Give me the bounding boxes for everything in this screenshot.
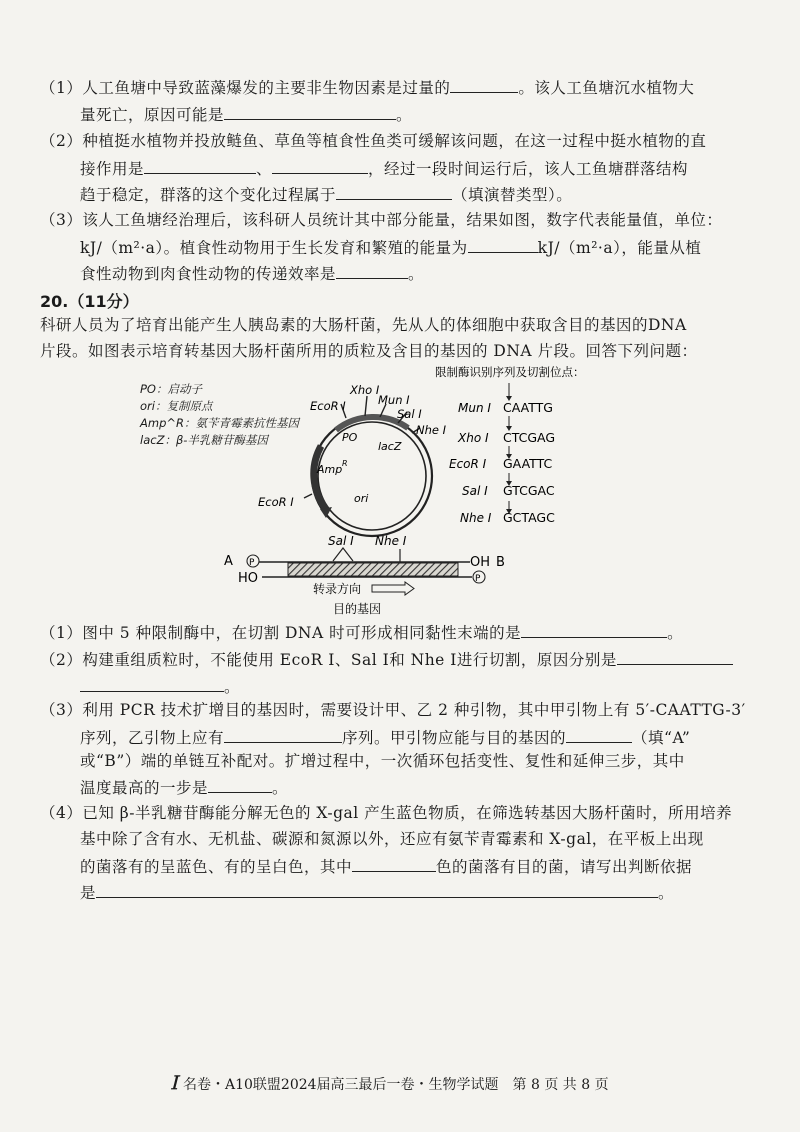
- q19-part3-line2: kJ/（m²·a）。植食性动物用于生长发育和繁殖的能量为 kJ/（m²·a），能量从植: [80, 236, 701, 258]
- direction-arrow-icon: [372, 582, 414, 595]
- plasmid-ring-inner: [318, 422, 426, 530]
- answer-blank: [208, 776, 272, 793]
- fragment-oh: OH: [470, 555, 491, 570]
- fragment-end-b: B: [496, 555, 505, 570]
- legend-po: PO：启动子: [140, 382, 202, 396]
- q20-sub2-line1: （2）构建重组质粒时，不能使用 EcoR Ⅰ、Sal Ⅰ和 Nhe Ⅰ进行切割，原因分别是: [40, 648, 733, 670]
- q20-sub4-line4: 是 。: [80, 881, 674, 903]
- q20-intro-line2: 片段。如图表示培育转基因大肠杆菌所用的质粒及含目的基因的 DNA 片段。回答下列问题：: [40, 342, 698, 360]
- fragment-end-a: A: [224, 554, 233, 569]
- label-amp: Amp: [317, 463, 343, 476]
- legend-amp: Amp^R：氨苄青霉素抗性基因: [140, 416, 299, 430]
- answer-blank: [96, 881, 658, 898]
- legend-ori: ori：复制原点: [140, 399, 213, 413]
- enzyme-name-nhe: Nhe Ⅰ: [460, 511, 492, 525]
- phosphate-right-label: P: [475, 574, 481, 584]
- answer-blank: [80, 675, 224, 692]
- fragment-caption: 目的基因: [333, 602, 382, 616]
- label-sal: Sal Ⅰ: [397, 407, 422, 421]
- label-nhe: Nhe Ⅰ: [416, 423, 447, 437]
- answer-blank: [224, 726, 342, 743]
- q19-part1-line1: （1）人工鱼塘中导致蓝藻爆发的主要非生物因素是过量的 。该人工鱼塘沉水植物大: [40, 76, 694, 98]
- q19-part2-line1: （2）种植挺水植物并投放鲢鱼、草鱼等植食性鱼类可缓解该问题，在这一过程中挺水植物的直: [40, 132, 707, 150]
- label-ecor-top: EcoR Ⅰ: [310, 399, 346, 413]
- label-mun: Mun Ⅰ: [378, 393, 410, 407]
- ecor-left-tick: [304, 494, 312, 498]
- legend-lacz: lacZ：β-半乳糖苷酶基因: [140, 433, 268, 447]
- q20-sub4-line3: 的菌落有的呈蓝色、有的呈白色，其中 色的菌落有目的菌，请写出判断依据: [80, 855, 692, 877]
- q20-sub4-line2: 基中除了含有水、无机盐、碳源和氮源以外，还应有氨苄青霉素和 X-gal，在平板上出现: [80, 830, 704, 848]
- enzyme-title: 限制酶识别序列及切割位点：: [435, 365, 585, 379]
- brand-mark: Ｉ: [165, 1073, 183, 1094]
- q20-sub3-line3: 或“B”）端的单链互补配对。扩增过程中，一次循环包括变性、复性和延伸三步，其中: [80, 752, 685, 770]
- plasmid-ring-outer: [312, 416, 432, 536]
- enzyme-seq-xho: CTCGAG: [503, 430, 556, 445]
- answer-blank: [521, 621, 667, 638]
- q20-sub3-line4: 温度最高的一步是 。: [80, 776, 288, 798]
- page-footer: [165, 1069, 609, 1095]
- xho-tick: [365, 396, 367, 416]
- q19-part3-line1: （3）该人工鱼塘经治理后，该科研人员统计其中部分能量，结果如图，数字代表能量值，单位：: [40, 211, 723, 229]
- phosphate-left-label: P: [249, 558, 255, 568]
- enzyme-name-xho: Xho Ⅰ: [458, 431, 489, 445]
- label-amp-sup: R: [342, 459, 348, 468]
- label-lacz: lacZ: [378, 440, 402, 453]
- q20-sub3-line2: 序列，乙引物上应有 序列。甲引物应能与目的基因的 （填“A”: [80, 726, 690, 748]
- q19-part1-line2: 量死亡，原因可能是 。: [80, 103, 412, 125]
- q20-intro-line1: 科研人员为了培育出能产生人胰岛素的大肠杆菌，先从人的体细胞中获取含目的基因的DNA: [40, 316, 687, 334]
- label-ori: ori: [354, 492, 369, 505]
- label-ecor-left: EcoR Ⅰ: [258, 495, 294, 509]
- enzyme-name-ecor: EcoR Ⅰ: [449, 457, 487, 471]
- enzyme-seq-nhe: GCTAGC: [503, 510, 555, 525]
- enzyme-name-mun: Mun Ⅰ: [458, 401, 491, 415]
- q19-part3-line3: 食性动物到肉食性动物的传递效率是 。: [80, 262, 424, 284]
- q20-sub3-line1: （3）利用 PCR 技术扩增目的基因时，需要设计甲、乙 2 种引物，其中甲引物上有 5′-CAATTG-3′: [40, 701, 746, 719]
- enzyme-seq-ecor: GAATTC: [503, 456, 553, 471]
- fragment-ho: HO: [238, 571, 259, 586]
- q19-part2-line3: 趋于稳定，群落的这个变化过程属于 （填演替类型）。: [80, 183, 572, 205]
- q20-sub2-line2: 。: [80, 675, 240, 697]
- enzyme-seq-sal: GTCGAC: [503, 483, 555, 498]
- sal-site-marker: [333, 548, 353, 561]
- q19-part2-line2: 接作用是 、 ，经过一段时间运行后，该人工鱼塘群落结构: [80, 157, 688, 179]
- label-xho: Xho Ⅰ: [350, 383, 380, 397]
- target-gene-box: [288, 563, 458, 576]
- enzyme-name-sal: Sal Ⅰ: [462, 484, 488, 498]
- transcription-direction: 转录方向: [313, 582, 362, 596]
- answer-blank: [617, 648, 733, 665]
- fragment-nhe-label: Nhe Ⅰ: [375, 534, 407, 548]
- answer-blank: [352, 855, 436, 872]
- enzyme-seq-mun: CAATTG: [503, 400, 553, 415]
- q20-header: 20.（11分）: [40, 292, 139, 311]
- footer-text: 名卷・A10联盟2024届高三最后一卷・生物学试题 第 8 页 共 8 页: [183, 1077, 609, 1093]
- q20-sub1: （1）图中 5 种限制酶中，在切割 DNA 时可形成相同黏性末端的是 。: [40, 621, 683, 643]
- answer-blank: [566, 726, 632, 743]
- fragment-sal-label: Sal Ⅰ: [328, 534, 354, 548]
- label-po: PO: [342, 431, 358, 444]
- q20-sub4-line1: （4）已知 β-半乳糖苷酶能分解无色的 X-gal 产生蓝色物质，在筛选转基因大肠杆菌时，所用培养: [40, 804, 733, 822]
